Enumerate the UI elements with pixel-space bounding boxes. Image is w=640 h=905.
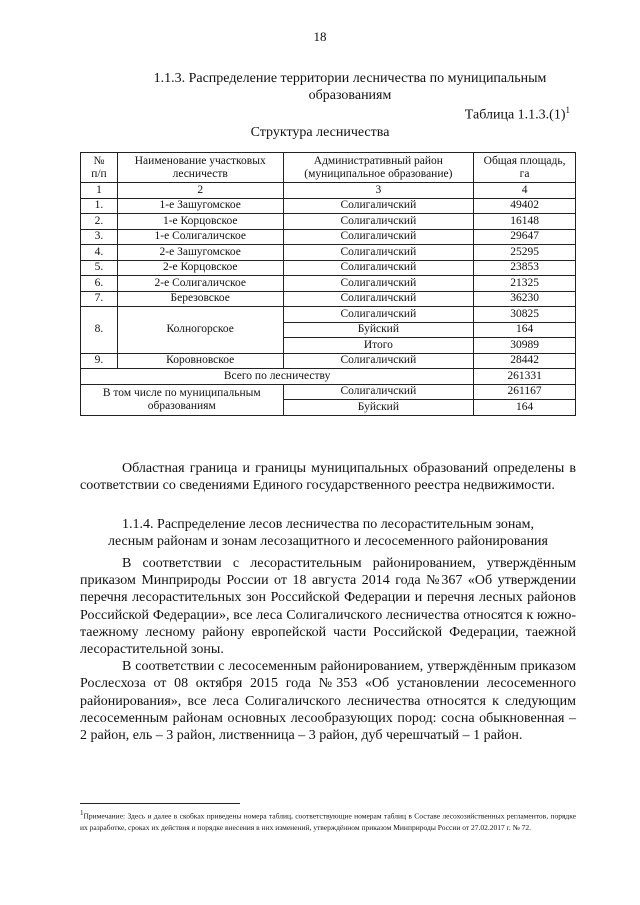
section-title-line: 1.1.4. Распределение лесов лесничества по лесорастительным зонам, [122, 517, 534, 532]
header-number: № п/п [81, 153, 118, 183]
row-forestry-name: Березовское [117, 291, 283, 307]
row-forestry-name: 1-е Зашугомское [117, 198, 283, 214]
row-forestry-name: Коровновское [117, 353, 283, 369]
row-area: 16148 [474, 214, 576, 230]
row-number: 4. [81, 245, 118, 261]
paragraph-text: В соответствии с лесорастительным районированием, утверждённым приказом Минприроды России от 18 августа 2014 года №367 «Об утверждении перечня лесорастительных зон Российской Федерации и перечня лесных районов Российской Федерации», все леса Солигаличского лесничества относятся к южно-таежному лесному району европейской части Российской Федерации, таежной лесорастительной зоны. [80, 556, 576, 658]
header-area: Общая площадь, га [474, 153, 576, 183]
row-area: 29647 [474, 229, 576, 245]
column-number: 3 [283, 183, 474, 199]
row-district: Солигаличский [283, 245, 474, 261]
column-number: 1 [81, 183, 118, 199]
section-title-line: лесным районам и зонам лесозащитного и лесосеменного районирования [108, 534, 548, 549]
row-number: 7. [81, 291, 118, 307]
header-district: Административный район (муниципальное образование) [283, 153, 474, 183]
row-area: 49402 [474, 198, 576, 214]
row-area: 164 [474, 400, 576, 416]
row-forestry-name: 2-е Корцовское [117, 260, 283, 276]
section-title-1-1-3 [120, 70, 580, 104]
row-area: 28442 [474, 353, 576, 369]
table-row [81, 291, 576, 307]
paragraph-zoning [80, 555, 576, 744]
paragraph-text: Областная граница и границы муниципальных образований определены в соответствии со сведениями Единого государственного реестра недвижимости. [80, 461, 576, 494]
row-number: 9. [81, 353, 118, 369]
row-district: Солигаличский [283, 276, 474, 292]
section-title-line: образованиям [308, 88, 392, 103]
table-row [81, 353, 576, 369]
row-district: Солигаличский [283, 260, 474, 276]
column-number: 2 [117, 183, 283, 199]
row-forestry-name: 2-е Солигаличское [117, 276, 283, 292]
header-name: Наименование участковых лесничеств [117, 153, 283, 183]
row-district: Солигаличский [283, 291, 474, 307]
column-number-row [81, 183, 576, 199]
paragraph-borders [80, 460, 576, 494]
row-area: 164 [474, 322, 576, 338]
forestry-structure-table [80, 152, 576, 416]
row-district: Солигаличский [283, 198, 474, 214]
row-number: 1. [81, 198, 118, 214]
row-area: 36230 [474, 291, 576, 307]
table-row [81, 260, 576, 276]
table-caption: Структура лесничества [250, 125, 390, 140]
footnote-reference[interactable]: 1 [565, 105, 570, 115]
row-subtotal-label: Итого [283, 338, 474, 354]
total-row [81, 369, 576, 385]
municipal-label: В том числе по муниципальным образованиям [81, 384, 284, 415]
row-area: 21325 [474, 276, 576, 292]
row-number: 3. [81, 229, 118, 245]
table-row [81, 245, 576, 261]
table-number [465, 105, 570, 124]
row-area: 25295 [474, 245, 576, 261]
row-area: 23853 [474, 260, 576, 276]
footnote-mark: 1 [80, 809, 84, 817]
municipal-row [81, 384, 576, 400]
row-forestry-name: Колногорское [117, 307, 283, 354]
row-area: 30825 [474, 307, 576, 323]
total-area: 261331 [474, 369, 576, 385]
table-number-text: Таблица 1.1.3.(1) [464, 107, 566, 123]
table-row [81, 229, 576, 245]
footnote-divider [80, 803, 240, 804]
row-forestry-name: 1-е Корцовское [117, 214, 283, 230]
row-district: Солигаличский [283, 307, 474, 323]
table-row [81, 307, 576, 323]
row-number: 6. [81, 276, 118, 292]
footnote [80, 808, 576, 833]
footnote-text: Примечание: Здесь и далее в скобках приведены номера таблиц, соответствующие номерам таблиц в Составе лесохозяйственных регламентов, порядке их разработке, сроках их действия и порядке внесения в них изменений, утверждённом приказом Минприроды России от 27.02.2017 г. № 72. [80, 811, 576, 832]
table-row [81, 198, 576, 214]
total-label: Всего по лесничеству [81, 369, 474, 385]
row-forestry-name: 1-е Солигаличское [117, 229, 283, 245]
page-number: 18 [313, 29, 327, 44]
row-number: 5. [81, 260, 118, 276]
row-district: Буйский [283, 322, 474, 338]
row-district: Солигаличский [283, 214, 474, 230]
row-district: Солигаличский [283, 353, 474, 369]
column-number: 4 [474, 183, 576, 199]
row-district: Солигаличский [283, 229, 474, 245]
row-area: 30989 [474, 338, 576, 354]
row-number: 2. [81, 214, 118, 230]
section-title-1-1-4 [85, 516, 571, 550]
table-row [81, 214, 576, 230]
section-title-line: 1.1.3. Распределение территории лесничества по муниципальным [153, 71, 547, 86]
row-number: 8. [81, 307, 118, 354]
row-forestry-name: 2-е Зашугомское [117, 245, 283, 261]
row-district: Буйский [283, 400, 474, 416]
paragraph-text: В соответствии с лесосеменным районированием, утверждённым приказом Рослесхоза от 08 октября 2015 года №353 «Об установлении лесосеменного районирования», все леса Солигаличского лесничества относятся к следующим лесосеменным районам основных лесообразующих пород: сосна обыкновенная – 2 район, ель – 3 район, лиственница – 3 район, дуб черешчатый – 1 район. [80, 659, 576, 744]
table-row [81, 276, 576, 292]
table-header-row [81, 153, 576, 183]
row-district: Солигаличский [283, 384, 474, 400]
row-area: 261167 [474, 384, 576, 400]
